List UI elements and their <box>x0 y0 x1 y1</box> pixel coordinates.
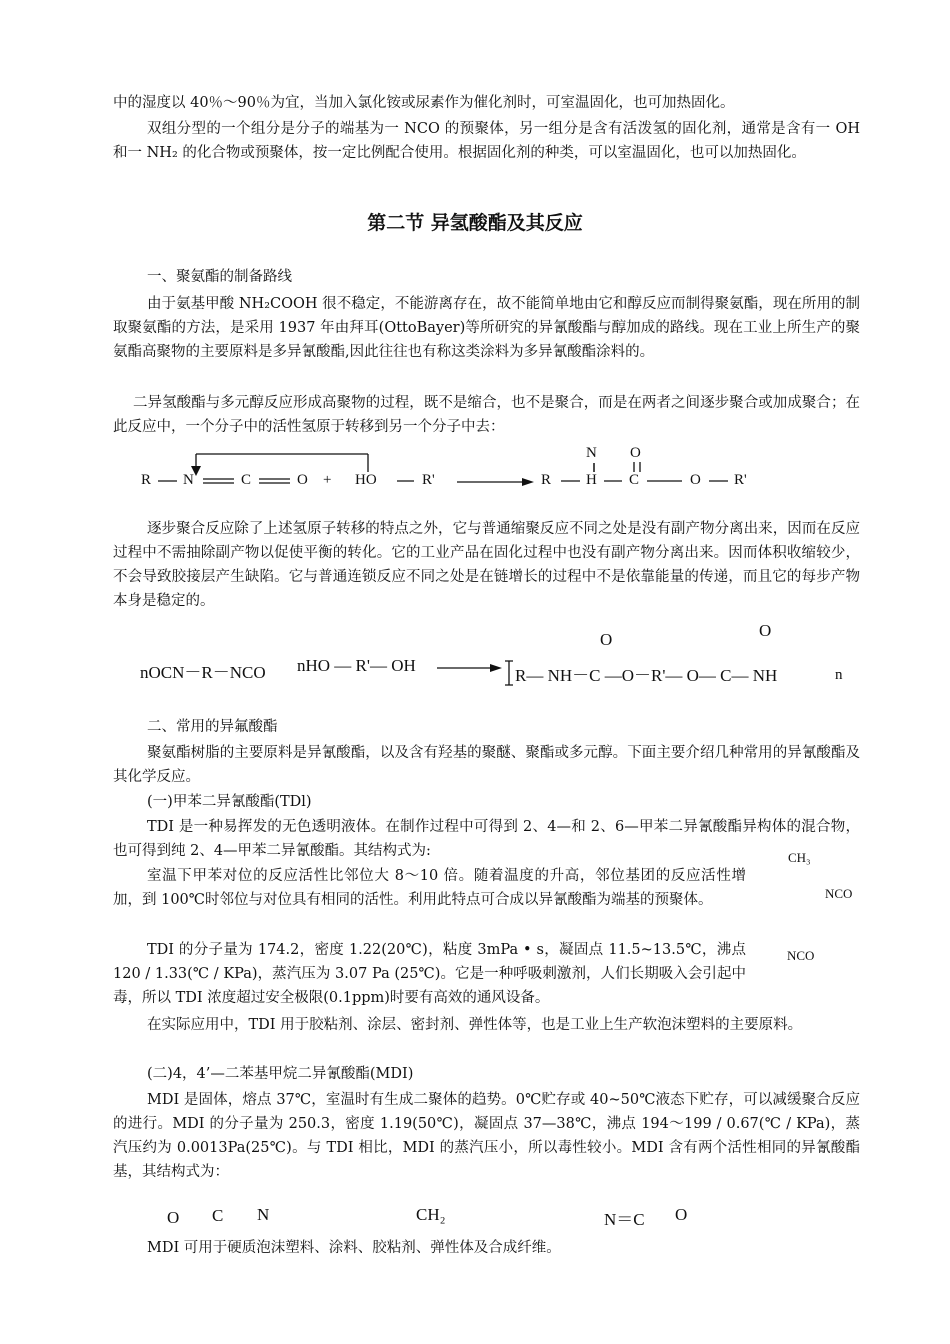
eq1-r: R <box>141 472 152 488</box>
mdi-c-left: C <box>212 1206 224 1225</box>
eq2-subscript-n: n <box>835 667 843 683</box>
paragraph-main-raw-materials: 聚氨酯树脂的主要原料是异氰酸酯，以及含有羟基的聚醚、聚酯或多元醇。下面主要介绍几种常用的异氰酸酯及其化学反应。 <box>113 745 860 785</box>
eq1-ho: HO <box>355 472 377 488</box>
eq2-carbonyl-o-2: O <box>759 621 772 640</box>
eq1-r-prime: R' <box>422 472 435 488</box>
paragraph-mdi-applications: MDI 可用于硬质泡沫塑料、涂料、胶粘剂、弹性体及合成纤维。 <box>147 1240 561 1256</box>
paragraph-tdi-applications: 在实际应用中，TDI 用于胶粘剂、涂层、密封剂、弹性体等，也是工业上生产软泡沫塑料的主要原料。 <box>147 1017 803 1033</box>
eq1-o: O <box>297 472 308 488</box>
mdi-title: (二)4，4’—二苯基甲烷二异氰酸酯(MDI) <box>147 1066 414 1082</box>
eq1-c: C <box>241 472 252 488</box>
mdi-n-equals-c: N＝C <box>604 1210 645 1229</box>
eq1-plus: + <box>323 472 332 488</box>
eq1-product-h: H <box>586 472 597 488</box>
paragraph-tdi-reactivity: 室温下甲苯对位的反应活性比邻位大 8～10 倍。随着温度的升高，邻位基团的反应活性增加，到 100℃时邻位与对位具有相同的活性。利用此特点可合成以异氰酸酯为端基的预聚体。 <box>113 868 746 908</box>
eq1-product-n-top: N <box>586 445 597 461</box>
subsection-title-preparation: 一、聚氨酯的制备路线 <box>147 269 292 285</box>
mdi-n-left: N <box>257 1205 270 1224</box>
eq2-polymer-chain: R— NH－C —O－R'— O— C— NH <box>515 666 778 685</box>
mdi-ch2-label: CH₂ <box>416 1205 446 1224</box>
paragraph-humidity: 中的湿度以 40％～90％为宜，当加入氯化铵或尿素作为催化剂时，可室温固化，也可加热固化。 <box>113 95 735 111</box>
paragraph-two-component: 双组分型的一个组分是分子的端基为一 NCO 的预聚体，另一组分是含有活泼氢的固化剂，通常是含有一 OH 和一 NH₂ 的化合物或预聚体，按一定比例配合使用。根据固化剂的种类，可以室温固化，也可以加热固化。 <box>113 121 860 161</box>
tdi-nco-label-2: NCO <box>787 948 815 963</box>
eq1-product-o: O <box>690 472 701 488</box>
eq1-n: N <box>183 472 194 488</box>
mdi-o-left: O <box>167 1208 180 1227</box>
eq1-product-c: C <box>629 472 640 488</box>
paragraph-mdi-properties: MDI 是固体，熔点 37℃，室温时有生成二聚体的趋势。0℃贮存或 40~50℃液态下贮存，可以减缓聚合反应的进行。MDI 的分子量为 250.3，密度 1.19(50℃)，凝固点 37—38℃，沸点 194～199 / 0.67(℃ / KPa)，蒸汽压约为 0.0013Pa(25℃)。与 TDI 相比，MDI 的蒸汽压小，所以毒性较小。MDI 含有两个活性相同的异氰酸酯基，其结构式为： <box>113 1092 860 1180</box>
tdi-ch3-label: CH₃ <box>788 850 811 865</box>
tdi-nco-label-1: NCO <box>825 886 853 901</box>
subsection-title-isocyanates: 二、常用的异氟酸酯 <box>147 719 278 735</box>
paragraph-tdi-properties: TDI 的分子量为 174.2，密度 1.22(20℃)，粘度 3mPa • s，凝固点 11.5~13.5℃，沸点 120 / 1.33(℃ / KPa)，蒸汽压为 3.07 Pa (25℃)。它是一种呼吸刺激剂，人们长期吸入会引起中毒，所以 TDI 浓度超过安全极限(0.1ppm)时要有高效的通风设备。 <box>113 942 746 1006</box>
paragraph-tdi-description: TDI 是一种易挥发的无色透明液体。在制作过程中可得到 2、4—和 2、6—甲苯二异氰酸酯异构体的混合物，也可得到纯 2、4—甲苯二异氰酸酯。其结构式为: <box>113 819 860 859</box>
mdi-o-right: O <box>675 1205 688 1224</box>
tdi-title: (一)甲苯二异氰酸酯(TDl) <box>147 794 312 810</box>
eq2-diisocyanate: nOCN－R－NCO <box>140 663 266 682</box>
eq1-product-r-prime: R' <box>734 472 747 488</box>
paragraph-carbamic-acid: 由于氨基甲酸 NH₂COOH 很不稳定，不能游离存在，故不能简单地由它和醇反应而制得聚氨酯，现在所用的制取聚氨酯的方法，是采用 1937 年由拜耳(OttoBayer)等所研究的异氰酸酯与醇加成的路线。现在工业上所生产的聚氨酯高聚物的主要原料是多异氰酸酯,因此往往也有称这类涂料为多异氰酸酯涂料的。 <box>113 296 860 360</box>
eq2-diol: nHO — R'— OH <box>297 656 416 675</box>
section-heading: 第二节 异氢酸酯及其反应 <box>367 212 583 234</box>
paragraph-stepwise-polymerization: 逐步聚合反应除了上述氢原子转移的特点之外，它与普通缩聚反应不同之处是没有副产物分离出来，因而在反应过程中不需抽除副产物以促使平衡的转化。它的工业产品在固化过程中也没有副产物分离出来。因而体积收缩较少，不会导致胶接层产生缺陷。它与普通连锁反应不同之处是在链增长的过程中不是依靠能量的传递，而且它的每步产物本身是稳定的。 <box>113 521 860 609</box>
eq1-product-r: R <box>541 472 552 488</box>
eq2-carbonyl-o-1: O <box>600 630 613 649</box>
paragraph-diisocyanate-polyol: 二异氢酸酯与多元醇反应形成高聚物的过程，既不是缩合，也不是聚合，而是在两者之间逐步聚合或加成聚合；在此反应中，一个分子中的活性氢原于转移到另一个分子中去： <box>113 395 860 435</box>
eq1-product-o-top: O <box>630 445 641 461</box>
